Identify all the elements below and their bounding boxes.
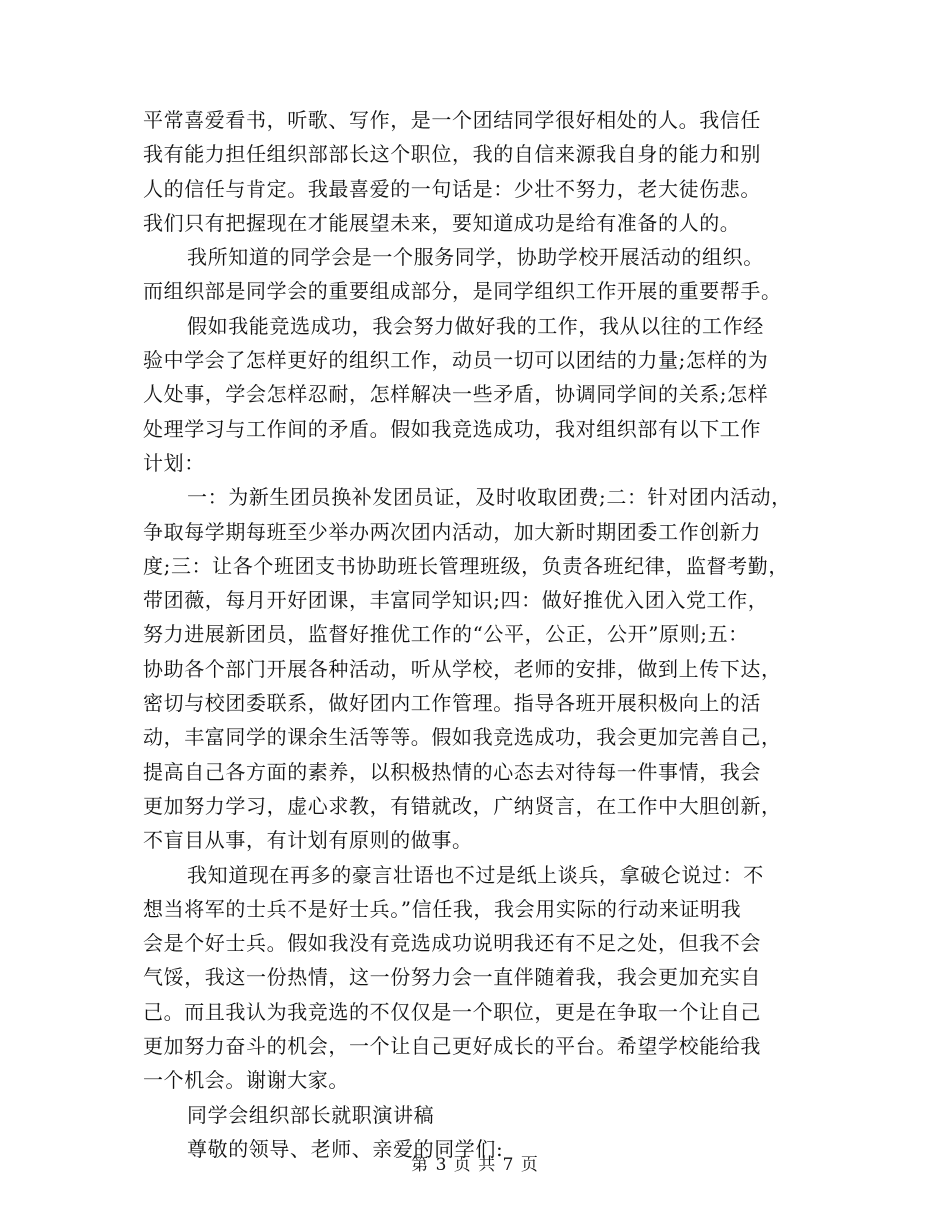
text-line: 己。而且我认为我竞选的不仅仅是一个职位，更是在争取一个让自己 — [143, 999, 761, 1024]
text-line: 提高自己各方面的素养，以积极热情的心态去对待每一件事情，我会 — [143, 759, 761, 784]
text-line: 气馁，我这一份热情，这一份努力会一直伴随着我，我会更加充实自 — [143, 965, 761, 990]
text-line: 会是个好士兵。假如我没有竞选成功说明我还有不足之处，但我不会 — [143, 931, 761, 956]
text-line: 动，丰富同学的课余生活等等。假如我竞选成功，我会更加完善自己， — [143, 725, 782, 750]
text-line: 努力进展新团员，监督好推优工作的“公平，公正，公开”原则;五： — [143, 622, 749, 647]
text-line: 人的信任与肯定。我最喜爱的一句话是：少壮不努力，老大徒伤悲。 — [143, 176, 761, 201]
text-line: 尊敬的领导、老师、亲爱的同学们: — [187, 1136, 504, 1161]
text-line: 我知道现在再多的豪言壮语也不过是纸上谈兵，拿破仑说过：不 — [187, 862, 764, 887]
text-line: 度;三：让各个班团支书协助班长管理班级，负责各班纪律，监督考勤， — [143, 553, 789, 578]
text-line: 同学会组织部长就职演讲稿 — [187, 1102, 435, 1127]
text-line: 假如我能竞选成功，我会努力做好我的工作，我从以往的工作经 — [187, 313, 764, 338]
page-footer: 第 3 页 共 7 页 — [411, 1155, 539, 1175]
text-line: 而组织部是同学会的重要组成部分，是同学组织工作开展的重要帮手。 — [143, 279, 782, 304]
text-line: 处理学习与工作间的矛盾。假如我竞选成功，我对组织部有以下工作 — [143, 416, 761, 441]
text-line: 验中学会了怎样更好的组织工作，动员一切可以团结的力量;怎样的为 — [143, 348, 769, 373]
text-line: 协助各个部门开展各种活动，听从学校，老师的安排，做到上传下达， — [143, 656, 782, 681]
text-line: 密切与校团委联系，做好团内工作管理。指导各班开展积极向上的活 — [143, 691, 761, 716]
text-line: 一：为新生团员换补发团员证，及时收取团费;二：针对团内活动， — [187, 485, 792, 510]
text-line: 更加努力学习，虚心求教，有错就改，广纳贤言，在工作中大胆创新， — [143, 793, 782, 818]
text-line: 人处事，学会怎样忍耐，怎样解决一些矛盾，协调同学间的关系;怎样 — [143, 382, 769, 407]
text-line: 我们只有把握现在才能展望未来，要知道成功是给有准备的人的。 — [143, 210, 741, 235]
text-line: 更加努力奋斗的机会，一个让自己更好成长的平台。希望学校能给我 — [143, 1034, 761, 1059]
text-line: 带团薇，每月开好团课，丰富同学知识;四：做好推优入团入党工作， — [143, 588, 769, 613]
text-line: 想当将军的士兵不是好士兵。”信任我，我会用实际的行动来证明我 — [143, 896, 742, 921]
text-line: 争取每学期每班至少举办两次团内活动，加大新时期团委工作创新力 — [143, 519, 761, 544]
document-body — [143, 103, 823, 1166]
text-line: 我所知道的同学会是一个服务同学，协助学校开展活动的组织。 — [187, 245, 764, 270]
text-line: 不盲目从事，有计划有原则的做事。 — [143, 828, 473, 853]
text-line: 计划： — [143, 450, 205, 475]
text-line: 平常喜爱看书，听歌、写作，是一个团结同学很好相处的人。我信任 — [143, 108, 761, 132]
text-line: 我有能力担任组织部部长这个职位，我的自信来源我自身的能力和别 — [143, 142, 761, 167]
text-line: 一个机会。谢谢大家。 — [143, 1068, 349, 1093]
